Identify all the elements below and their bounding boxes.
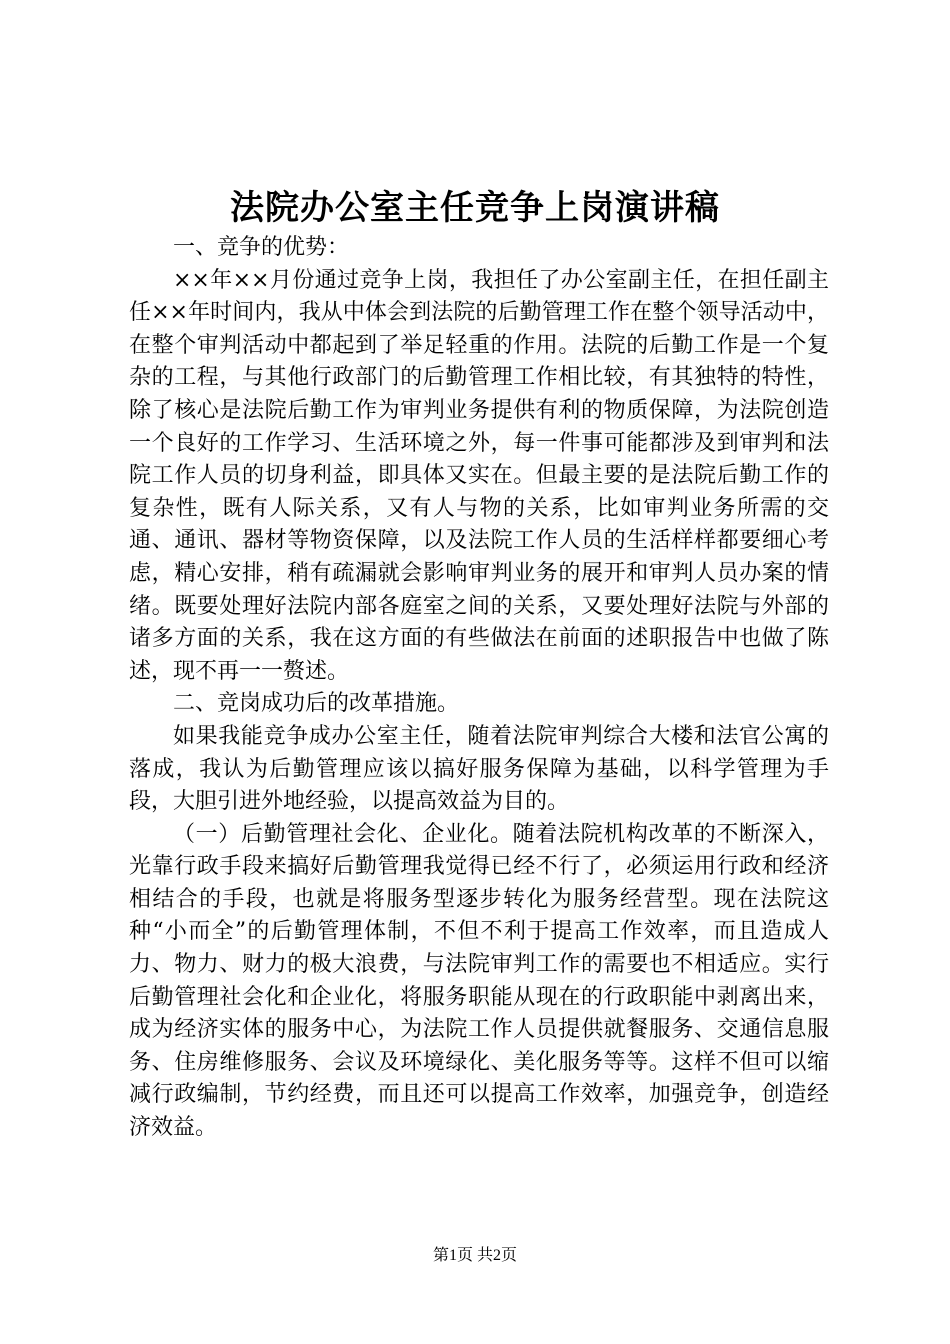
section-heading-advantages: 一、竞争的优势： xyxy=(173,235,350,260)
paragraph-reform-one: （一）后勤管理社会化、企业化。随着法院机构改革的不断深入，光靠行政手段来搞好后勤管理我觉得已经不行了，必须运用行政和经济相结合的手段，也就是将服务型逐步转化为服务经营型。现在法院这种“小而全”的后勤管理体制，不但不利于提高工作效率，而且造成人力、物力、财力的极大浪费，与法院审判工作的需要也不相适应。实行后勤管理社会化和企业化，将服务职能从现在的行政职能中剥离出来，成为经济实体的服务中心，为法院工作人员提供就餐服务、交通信息服务、住房维修服务、会议及环境绿化、美化服务等等。这样不但可以缩减行政编制，节约经费，而且还可以提高工作效率，加强竞争，创造经济效益。 xyxy=(129,821,829,1141)
page-number-footer: 第1页 共2页 xyxy=(432,1247,517,1264)
section-heading-reforms: 二、竞岗成功后的改革措施。 xyxy=(173,691,460,717)
paragraph-advantages: ××年××月份通过竞争上岗，我担任了办公室副主任，在担任副主任××年时间内，我从中体会到法院的后勤管理工作在整个领导活动中，在整个审判活动中都起到了举足轻重的作用。法院的后勤工作是一个复杂的工程，与其他行政部门的后勤管理工作相比较，有其独特的特性，除了核心是法院后勤工作为审判业务提供有利的物质保障，为法院创造一个良好的工作学习、生活环境之外，每一件事可能都涉及到审判和法院工作人员的切身利益，即具体又实在。但最主要的是法院后勤工作的复杂性，既有人际关系，又有人与物的关系，比如审判业务所需的交通、通讯、器材等物资保障，以及法院工作人员的生活样样都要细心考虑，精心安排，稍有疏漏就会影响审判业务的展开和审判人员办案的情绪。既要处理好法院内部各庭室之间的关系，又要处理好法院与外部的诸多方面的关系，我在这方面的有些做法在前面的述职报告中也做了陈述，现不再一一赘述。 xyxy=(129,267,829,684)
document-body xyxy=(129,232,829,1145)
paragraph-reform-intro: 如果我能竞争成办公室主任，随着法院审判综合大楼和法官公寓的落成，我认为后勤管理应该以搞好服务保障为基础，以科学管理为手段，大胆引进外地经验，以提高效益为目的。 xyxy=(129,723,829,815)
document-title: 法院办公室主任竞争上岗演讲稿 xyxy=(230,188,720,228)
